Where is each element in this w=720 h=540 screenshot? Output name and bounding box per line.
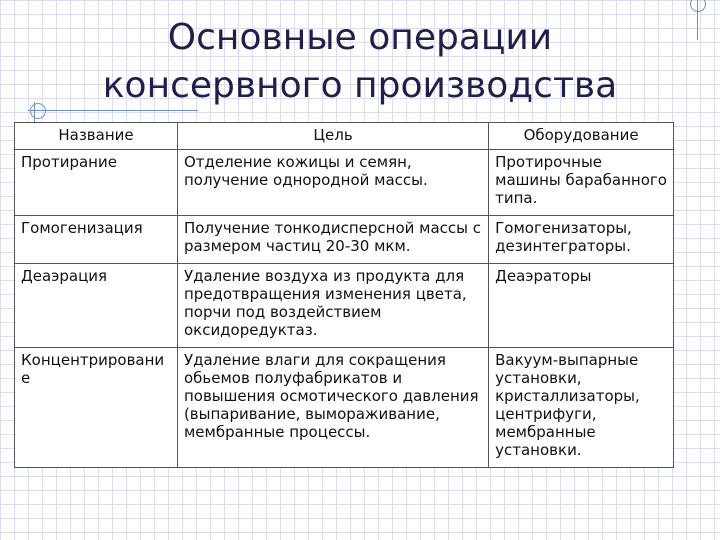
cell-name: Деаэрация bbox=[15, 264, 178, 348]
cell-goal: Получение тонкодисперсной массы с размером частиц 20-30 мкм. bbox=[177, 216, 488, 264]
slide-title-line-2: консервного производства bbox=[102, 65, 618, 106]
header-equipment: Оборудование bbox=[489, 123, 674, 150]
decorative-circle-top bbox=[690, 0, 706, 12]
table-row bbox=[15, 216, 674, 264]
decorative-circle bbox=[30, 103, 46, 119]
cell-goal: Удаление воздуха из продукта для предотвращения изменения цвета, порчи под воздействием оксидоредуктаз. bbox=[177, 264, 488, 348]
header-name: Название bbox=[15, 123, 178, 150]
decorative-line-horizontal bbox=[28, 110, 198, 111]
cell-goal: Удаление влаги для сокращения обьемов полуфабрикатов и повышения осмотического давления (выпаривание, вымораживание, мембранные процессы. bbox=[177, 348, 488, 468]
table-header-row bbox=[15, 123, 674, 150]
table-row bbox=[15, 348, 674, 468]
cell-equipment: Вакуум-выпарные установки, кристаллизаторы, центрифуги, мембранные установки. bbox=[489, 348, 674, 468]
cell-goal: Отделение кожицы и семян, получение однородной массы. bbox=[177, 150, 488, 216]
slide-title-line-1: Основные операции bbox=[167, 17, 553, 58]
operations-table bbox=[14, 122, 674, 468]
cell-equipment: Протирочные машины барабанного типа. bbox=[489, 150, 674, 216]
cell-equipment: Гомогенизаторы, дезинтеграторы. bbox=[489, 216, 674, 264]
slide-title bbox=[60, 14, 660, 110]
cell-name: Протирание bbox=[15, 150, 178, 216]
table-row bbox=[15, 264, 674, 348]
header-goal: Цель bbox=[177, 123, 488, 150]
cell-name: Концентрировани е bbox=[15, 348, 178, 468]
table-row bbox=[15, 150, 674, 216]
cell-name: Гомогенизация bbox=[15, 216, 178, 264]
cell-equipment: Деаэраторы bbox=[489, 264, 674, 348]
